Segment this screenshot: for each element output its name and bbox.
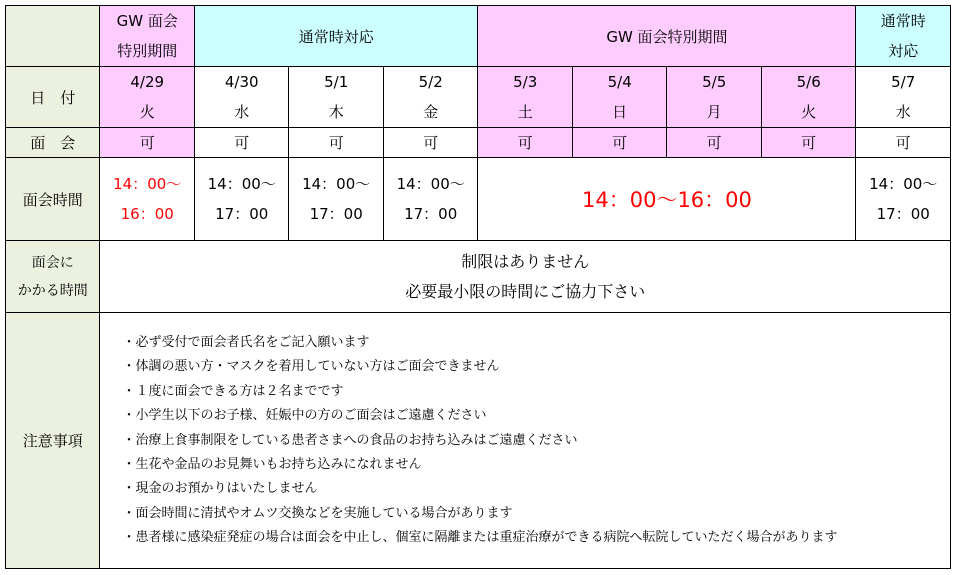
date-text: 5/7	[891, 73, 916, 91]
hours-cell	[383, 158, 478, 241]
date-cell	[572, 67, 666, 128]
date-cell	[761, 67, 856, 128]
date-cell	[856, 67, 951, 128]
weekday-text: 火	[801, 103, 817, 121]
weekday-text: 水	[895, 103, 911, 121]
weekday-text: 木	[328, 103, 344, 121]
visit-value: 可	[289, 128, 383, 158]
hours-end: 17：00	[876, 205, 930, 223]
period-gw-2: GW 面会特別期間	[478, 6, 856, 67]
visit-label: 面 会	[6, 128, 100, 158]
visit-value: 可	[478, 128, 572, 158]
date-cell	[667, 67, 761, 128]
period-normal-2-line1: 通常時	[880, 12, 926, 30]
date-text: 5/3	[513, 73, 538, 91]
period-normal-1: 通常時対応	[194, 6, 477, 67]
notes-item: ・現金のお預かりはいたしません	[122, 481, 318, 497]
date-cell	[194, 67, 288, 128]
weekday-text: 金	[423, 103, 439, 121]
date-label: 日 付	[6, 67, 100, 128]
period-header-row	[6, 6, 951, 67]
hours-cell-gw-day	[100, 158, 194, 241]
weekday-text: 日	[612, 103, 628, 121]
date-text: 5/6	[796, 73, 821, 91]
notes-cell	[100, 313, 951, 569]
hours-start: 14：00～	[869, 175, 938, 193]
visiting-hours-table	[5, 5, 951, 569]
notes-label: 注意事項	[6, 313, 100, 569]
notes-item: ・面会時間に清拭やオムツ交換などを実施している場合があります	[122, 505, 513, 521]
period-normal-2	[856, 6, 951, 67]
visit-value: 可	[100, 128, 194, 158]
date-cell	[100, 67, 194, 128]
weekday-text: 土	[517, 103, 533, 121]
notes-item: ・患者様に感染症発症の場合は面会を中止し、個室に隔離または重症治療ができる病院へ転院していただく場合があります	[122, 530, 838, 546]
duration-text-line2: 必要最小限の時間にご協力下さい	[405, 281, 646, 301]
hours-start: 14：00～	[207, 175, 276, 193]
notes-item: ・治療上食事制限をしている患者さまへの食品のお持ち込みはご遠慮ください	[122, 432, 578, 448]
hours-row	[6, 158, 951, 241]
hours-end: 17：00	[215, 205, 269, 223]
date-cell	[478, 67, 572, 128]
date-cell	[383, 67, 478, 128]
date-text: 5/5	[702, 73, 727, 91]
hours-cell-gw-merged: 14：00～16：00	[478, 158, 856, 241]
duration-text-line1: 制限はありません	[461, 251, 590, 271]
hours-cell	[194, 158, 288, 241]
hours-label: 面会時間	[6, 158, 100, 241]
hours-end: 16：00	[120, 205, 174, 223]
weekday-text: 水	[234, 103, 250, 121]
duration-row	[6, 241, 951, 313]
weekday-text: 月	[706, 103, 722, 121]
hours-start: 14：00～	[113, 175, 182, 193]
period-gw-1-line1: GW 面会	[116, 12, 178, 30]
visit-value: 可	[667, 128, 761, 158]
notes-item: ・生花や金品のお見舞いもお持ち込みになれません	[122, 457, 422, 473]
visit-value: 可	[194, 128, 288, 158]
notes-item: ・１度に面会できる方は２名までです	[122, 383, 344, 399]
duration-text	[100, 241, 951, 313]
hours-start: 14：00～	[396, 175, 465, 193]
notes-item: ・体調の悪い方・マスクを着用していない方はご面会できません	[122, 359, 500, 375]
visit-row	[6, 128, 951, 158]
hours-end: 17：00	[309, 205, 363, 223]
visit-value: 可	[572, 128, 666, 158]
date-text: 5/2	[418, 73, 443, 91]
weekday-text: 火	[139, 103, 155, 121]
visit-value: 可	[856, 128, 951, 158]
visit-value: 可	[761, 128, 856, 158]
date-text: 5/1	[324, 73, 349, 91]
hours-start: 14：00～	[302, 175, 371, 193]
duration-label	[6, 241, 100, 313]
period-gw-1	[100, 6, 194, 67]
notes-item: ・必ず受付で面会者氏名をご記入願います	[122, 335, 370, 350]
hours-cell	[856, 158, 951, 241]
visit-value: 可	[383, 128, 478, 158]
period-normal-2-line2: 対応	[888, 42, 919, 60]
date-text: 4/30	[224, 73, 259, 91]
notes-list	[100, 313, 950, 551]
notes-row	[6, 313, 951, 569]
duration-label-line2: かかる時間	[17, 282, 88, 299]
period-gw-1-line2: 特別期間	[117, 42, 178, 60]
duration-label-line1: 面会に	[31, 254, 74, 271]
date-row	[6, 67, 951, 128]
date-text: 4/29	[130, 73, 165, 91]
corner-cell	[6, 6, 100, 67]
date-text: 5/4	[607, 73, 632, 91]
date-cell	[289, 67, 383, 128]
hours-cell	[289, 158, 383, 241]
hours-end: 17：00	[404, 205, 458, 223]
notes-item: ・小学生以下のお子様、妊娠中の方のご面会はご遠慮ください	[122, 408, 487, 424]
